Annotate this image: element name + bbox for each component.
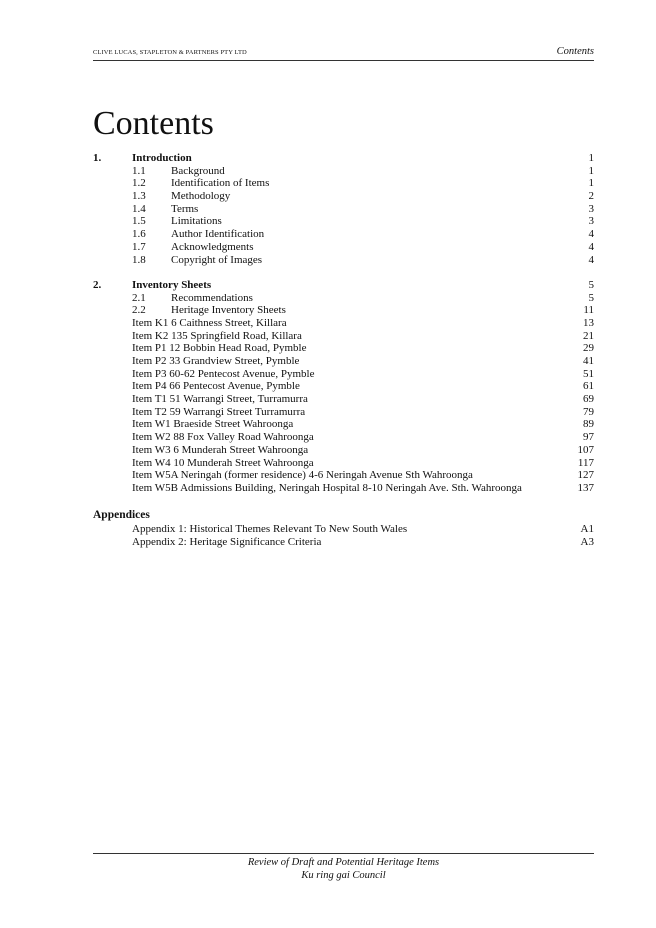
entry-number: 1.7	[132, 240, 146, 253]
toc-appendix-1[interactable]	[93, 523, 594, 536]
page-number: 3	[588, 202, 594, 215]
page-number: 51	[583, 367, 594, 380]
page-header	[93, 46, 594, 61]
page-number: A1	[580, 523, 594, 536]
page-number: 5	[588, 291, 594, 304]
page-number: 2	[588, 190, 594, 203]
entry-label: Copyright of Images	[171, 253, 263, 266]
entry-label: Background	[171, 164, 225, 177]
toc-entry-1-2[interactable]	[93, 177, 594, 190]
toc-inventory-item[interactable]	[93, 444, 594, 457]
entry-label: Identification of Items	[171, 177, 270, 190]
toc-inventory-item[interactable]	[93, 330, 594, 343]
entry-number: 1.3	[132, 190, 146, 203]
entry-number: 1.2	[132, 177, 146, 190]
page-number: 117	[577, 456, 594, 469]
item-label: Item P1 12 Bobbin Head Road, Pymble	[132, 342, 307, 355]
toc-inventory-item[interactable]	[93, 355, 594, 368]
toc-inventory-item[interactable]	[93, 418, 594, 431]
page-number: A3	[580, 535, 594, 548]
section-label: Introduction	[132, 152, 192, 164]
spacer	[93, 266, 594, 279]
toc-inventory-item[interactable]	[93, 393, 594, 406]
page-number: 127	[577, 469, 594, 482]
footer-report-title: Review of Draft and Potential Heritage Items	[247, 857, 440, 868]
footer-council: Ku ring gai Council	[301, 870, 386, 881]
page-footer	[93, 853, 594, 882]
page-number: 107	[577, 443, 594, 456]
section-number: 2.	[93, 278, 102, 291]
section-number: 1.	[93, 152, 102, 164]
item-label: Item W4 10 Munderah Street Wahroonga	[132, 456, 314, 469]
toc-entry-2-2[interactable]	[93, 304, 594, 317]
toc-inventory-item[interactable]	[93, 406, 594, 419]
toc-entry-2-1[interactable]	[93, 292, 594, 305]
toc-entry-1-1[interactable]	[93, 165, 594, 178]
toc-inventory-item[interactable]	[93, 482, 594, 495]
toc-entry-1-4[interactable]	[93, 203, 594, 216]
page-number: 1	[588, 177, 594, 190]
item-label: Item T1 51 Warrangi Street, Turramurra	[132, 393, 308, 406]
page-number: 97	[583, 431, 594, 444]
toc-inventory-item[interactable]	[93, 457, 594, 470]
toc-appendix-2[interactable]	[93, 536, 594, 549]
item-label: Item K1 6 Caithness Street, Killara	[132, 316, 287, 329]
page-number: 4	[588, 228, 594, 241]
page-number: 5	[588, 278, 594, 291]
page-number: 41	[583, 355, 594, 367]
entry-label: Terms	[171, 202, 199, 215]
toc-entry-1-8[interactable]	[93, 254, 594, 267]
entry-label: Limitations	[171, 215, 222, 228]
page-number: 1	[588, 152, 594, 164]
page-number: 21	[583, 329, 594, 342]
toc-inventory-item[interactable]	[93, 342, 594, 355]
toc-inventory-item[interactable]	[93, 469, 594, 482]
toc-inventory-item[interactable]	[93, 317, 594, 330]
item-label: Item W5B Admissions Building, Neringah Hospital 8-10 Neringah Ave. Sth. Wahroonga	[132, 481, 522, 494]
page-number: 1	[588, 164, 594, 177]
item-label: Item W2 88 Fox Valley Road Wahroonga	[132, 431, 314, 444]
page-number: 69	[583, 393, 594, 406]
header-section-title: Contents	[556, 46, 594, 57]
toc-entry-1-3[interactable]	[93, 190, 594, 203]
entry-label: Recommendations	[171, 291, 253, 304]
entry-label: Author Identification	[171, 228, 265, 241]
spacer	[93, 495, 594, 508]
entry-number: 2.1	[132, 291, 146, 304]
toc-entry-1-5[interactable]	[93, 215, 594, 228]
appendix-label: Appendix 1: Historical Themes Relevant To New South Wales	[132, 523, 408, 536]
toc-entry-1-7[interactable]	[93, 241, 594, 254]
item-label: Item K2 135 Springfield Road, Killara	[132, 329, 302, 342]
page-number: 137	[577, 481, 594, 494]
item-label: Item W3 6 Munderah Street Wahroonga	[132, 443, 309, 456]
page-number: 89	[583, 418, 594, 431]
item-label: Item P4 66 Pentecost Avenue, Pymble	[132, 380, 300, 393]
entry-number: 2.2	[132, 304, 146, 317]
entry-number: 1.1	[132, 164, 146, 177]
item-label: Item P2 33 Grandview Street, Pymble	[132, 355, 300, 367]
page-number: 13	[583, 316, 594, 329]
entry-label: Methodology	[171, 190, 231, 203]
toc-inventory-item[interactable]	[93, 368, 594, 381]
page-number: 4	[588, 240, 594, 253]
item-label: Item T2 59 Warrangi Street Turramurra	[132, 405, 306, 418]
appendices-heading: Appendices	[93, 509, 150, 522]
item-label: Item P3 60-62 Pentecost Avenue, Pymble	[132, 367, 315, 380]
toc-section-2[interactable]	[93, 279, 594, 292]
page-number: 11	[583, 304, 594, 317]
page-number: 61	[583, 380, 594, 393]
entry-number: 1.6	[132, 228, 146, 241]
page-number: 3	[588, 215, 594, 228]
entry-label: Heritage Inventory Sheets	[171, 304, 286, 317]
entry-number: 1.8	[132, 253, 146, 266]
table-of-contents	[93, 152, 594, 549]
item-label: Item W1 Braeside Street Wahroonga	[132, 418, 294, 431]
item-label: Item W5A Neringah (former residence) 4-6 Neringah Avenue Sth Wahroonga	[132, 469, 473, 482]
page-number: 4	[588, 253, 594, 266]
page-number: 29	[583, 342, 594, 355]
appendix-label: Appendix 2: Heritage Significance Criteria	[132, 535, 322, 548]
toc-section-1[interactable]	[93, 152, 594, 165]
page-title: Contents	[93, 105, 214, 142]
entry-label: Acknowledgments	[171, 240, 254, 253]
company-name: CLIVE LUCAS, STAPLETON & PARTNERS PTY LTD	[93, 49, 247, 56]
toc-inventory-item[interactable]	[93, 380, 594, 393]
page-number: 79	[583, 405, 594, 418]
toc-entry-1-6[interactable]	[93, 228, 594, 241]
entry-number: 1.4	[132, 202, 146, 215]
entry-number: 1.5	[132, 215, 146, 228]
section-label: Inventory Sheets	[132, 278, 212, 291]
toc-inventory-item[interactable]	[93, 431, 594, 444]
